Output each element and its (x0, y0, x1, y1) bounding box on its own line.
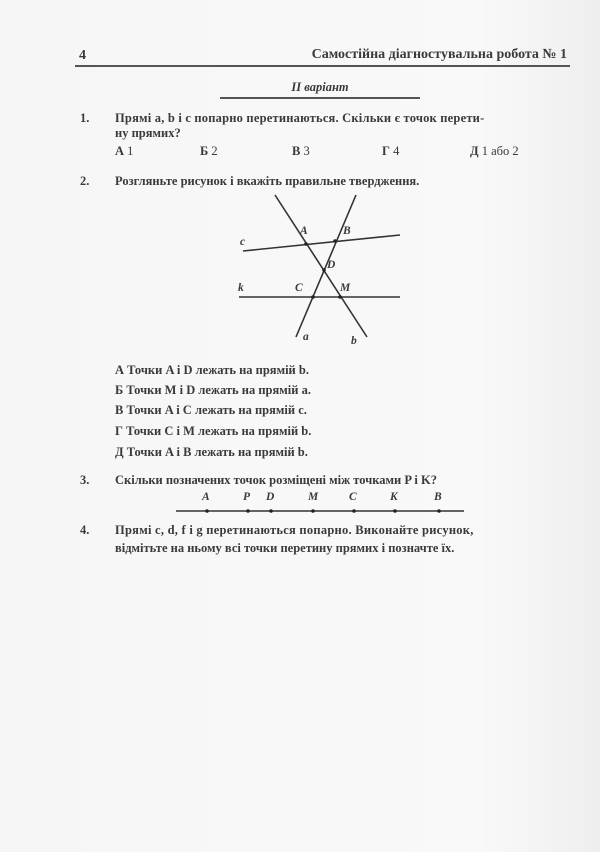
point-m-dot (338, 295, 342, 299)
q4-text-cont: відмітьте на ньому всі точки перетину прямих і позначте їх. (115, 541, 455, 555)
figure-label: C (295, 282, 303, 294)
q1-text: Прямі a, b і c попарно перетинаються. Скільки є точок перети- (115, 111, 485, 125)
q1-number: 1. (80, 111, 90, 125)
figure-label: k (238, 282, 244, 294)
option-text: Точки A і C лежать на прямій c. (126, 403, 307, 417)
line-a (296, 195, 356, 337)
number-line-point (205, 509, 209, 513)
line-b (275, 195, 367, 337)
number-line-point (352, 509, 356, 513)
number-line-label: M (308, 491, 319, 503)
figure-label: M (340, 282, 351, 294)
figure-label: B (343, 225, 351, 237)
number-line-label: K (390, 491, 398, 503)
q3-text: Скільки позначених точок розміщені між точками P і K? (115, 473, 437, 487)
page-header-title: Самостійна діагностувальна робота № 1 (311, 47, 567, 62)
line-c (243, 235, 400, 251)
figure-label: D (327, 259, 336, 271)
figure-label: a (303, 331, 309, 343)
option-letter: А (115, 144, 125, 158)
option-letter: Д (115, 445, 124, 459)
q4-text: Прямі c, d, f і g перетинаються попарно. Виконайте рисунок, (115, 523, 474, 537)
option-letter: Б (115, 383, 124, 397)
q2-option (115, 403, 307, 418)
number-line-point (393, 509, 397, 513)
q1-text-cont: ну прямих? (115, 126, 181, 140)
option-text: Точки A і D лежать на прямій b. (127, 363, 309, 377)
option-letter: А (115, 363, 125, 377)
option-value: 1 або 2 (481, 144, 519, 158)
q2-option (115, 363, 309, 378)
point-a-dot (304, 242, 308, 246)
number-line-point (269, 509, 273, 513)
number-line-label: C (349, 491, 357, 503)
option-value: 2 (211, 144, 218, 158)
q2-option (115, 383, 311, 398)
option-value: 1 (127, 144, 134, 158)
point-c-dot (311, 295, 315, 299)
number-line-point (311, 509, 315, 513)
number-line-label: D (266, 491, 275, 503)
point-d-dot (322, 268, 326, 272)
number-line-label: B (434, 491, 442, 503)
number-line-label: P (243, 491, 251, 503)
option-value: 3 (303, 144, 310, 158)
number-line-point (437, 509, 441, 513)
variant-title: II варіант (291, 80, 349, 94)
q2-number: 2. (80, 174, 90, 188)
option-text: Точки C і M лежать на прямій b. (126, 424, 312, 438)
number-line-point (246, 509, 250, 513)
option-letter: В (115, 403, 124, 417)
option-letter: Д (470, 144, 479, 158)
option-text: Точки A і B лежать на прямій b. (126, 445, 308, 459)
q2-text: Розгляньте рисунок і вкажіть правильне твердження. (115, 174, 420, 188)
q2-option (115, 445, 308, 460)
q4-number: 4. (80, 523, 90, 537)
option-letter: Г (115, 424, 123, 438)
option-letter: Б (200, 144, 209, 158)
figure-label: A (300, 225, 308, 237)
q3-number: 3. (80, 473, 90, 487)
option-value: 4 (393, 144, 400, 158)
option-letter: В (292, 144, 301, 158)
point-b-dot (333, 239, 337, 243)
q2-option (115, 424, 311, 439)
figure-label: b (351, 335, 357, 347)
option-letter: Г (382, 144, 390, 158)
number-line-label: A (202, 491, 210, 503)
figure-label: c (240, 236, 246, 248)
option-text: Точки M і D лежать на прямій a. (126, 383, 311, 397)
page-number: 4 (79, 48, 86, 63)
